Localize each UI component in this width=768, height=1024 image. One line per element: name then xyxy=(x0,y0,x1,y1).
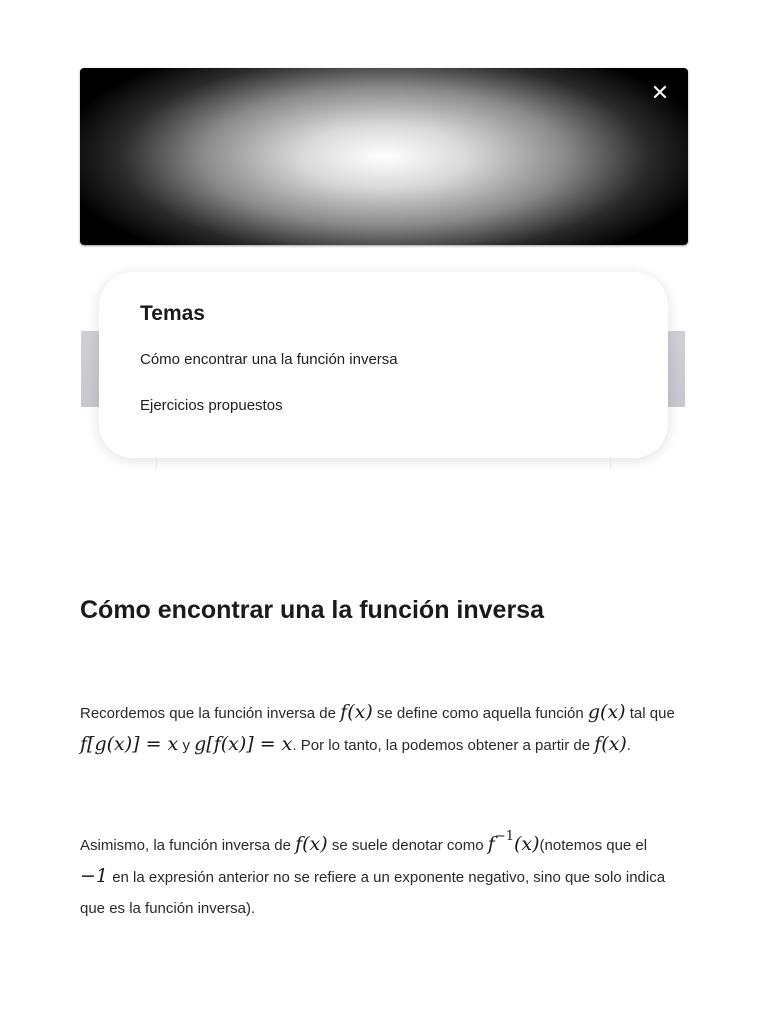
text: Recordemos que la función inversa de xyxy=(80,705,341,722)
video-banner xyxy=(80,68,688,245)
math-f-inverse xyxy=(487,829,540,855)
text: tal que xyxy=(629,705,675,722)
section-title: Cómo encontrar una la función inversa xyxy=(80,596,544,624)
close-icon[interactable]: ✕ xyxy=(650,81,670,106)
math-f: f xyxy=(487,833,495,855)
paragraph-definition xyxy=(80,697,690,761)
toc-title: Temas xyxy=(140,302,205,325)
toc-item-encontrar[interactable]: Cómo encontrar una la función inversa xyxy=(140,351,398,368)
math-f-of-x: f(x) xyxy=(295,833,328,855)
side-strip-right xyxy=(666,331,685,407)
math-f-of-x: f(x) xyxy=(340,701,373,723)
text: . xyxy=(626,737,632,754)
text: (notemos que el xyxy=(539,837,648,854)
text: y xyxy=(182,737,195,754)
math-exponent: −1 xyxy=(494,829,514,844)
paragraph-notation xyxy=(80,829,690,924)
text: Asimismo, la función inversa de xyxy=(80,837,296,854)
table-of-contents xyxy=(99,272,668,458)
math-neg-one: −1 xyxy=(80,865,109,887)
text: se define como aquella función xyxy=(376,705,588,722)
math-g-of-x: g(x) xyxy=(587,701,626,723)
math-f-of-x: f(x) xyxy=(594,733,627,755)
text: en la expresión anterior no se refiere a un exponente negativo, sino que solo indica que es la función inversa). xyxy=(80,869,666,917)
text: . Por lo tanto, la podemos obtener a partir de xyxy=(292,737,595,754)
toc-item-ejercicios[interactable]: Ejercicios propuestos xyxy=(140,397,283,414)
side-strip-left xyxy=(81,331,101,407)
text: se suele denotar como xyxy=(331,837,488,854)
math-arg: (x) xyxy=(514,833,540,855)
math-f-g-x: f[g(x)] = x xyxy=(80,733,179,755)
math-g-f-x: g[f(x)] = x xyxy=(194,733,293,755)
